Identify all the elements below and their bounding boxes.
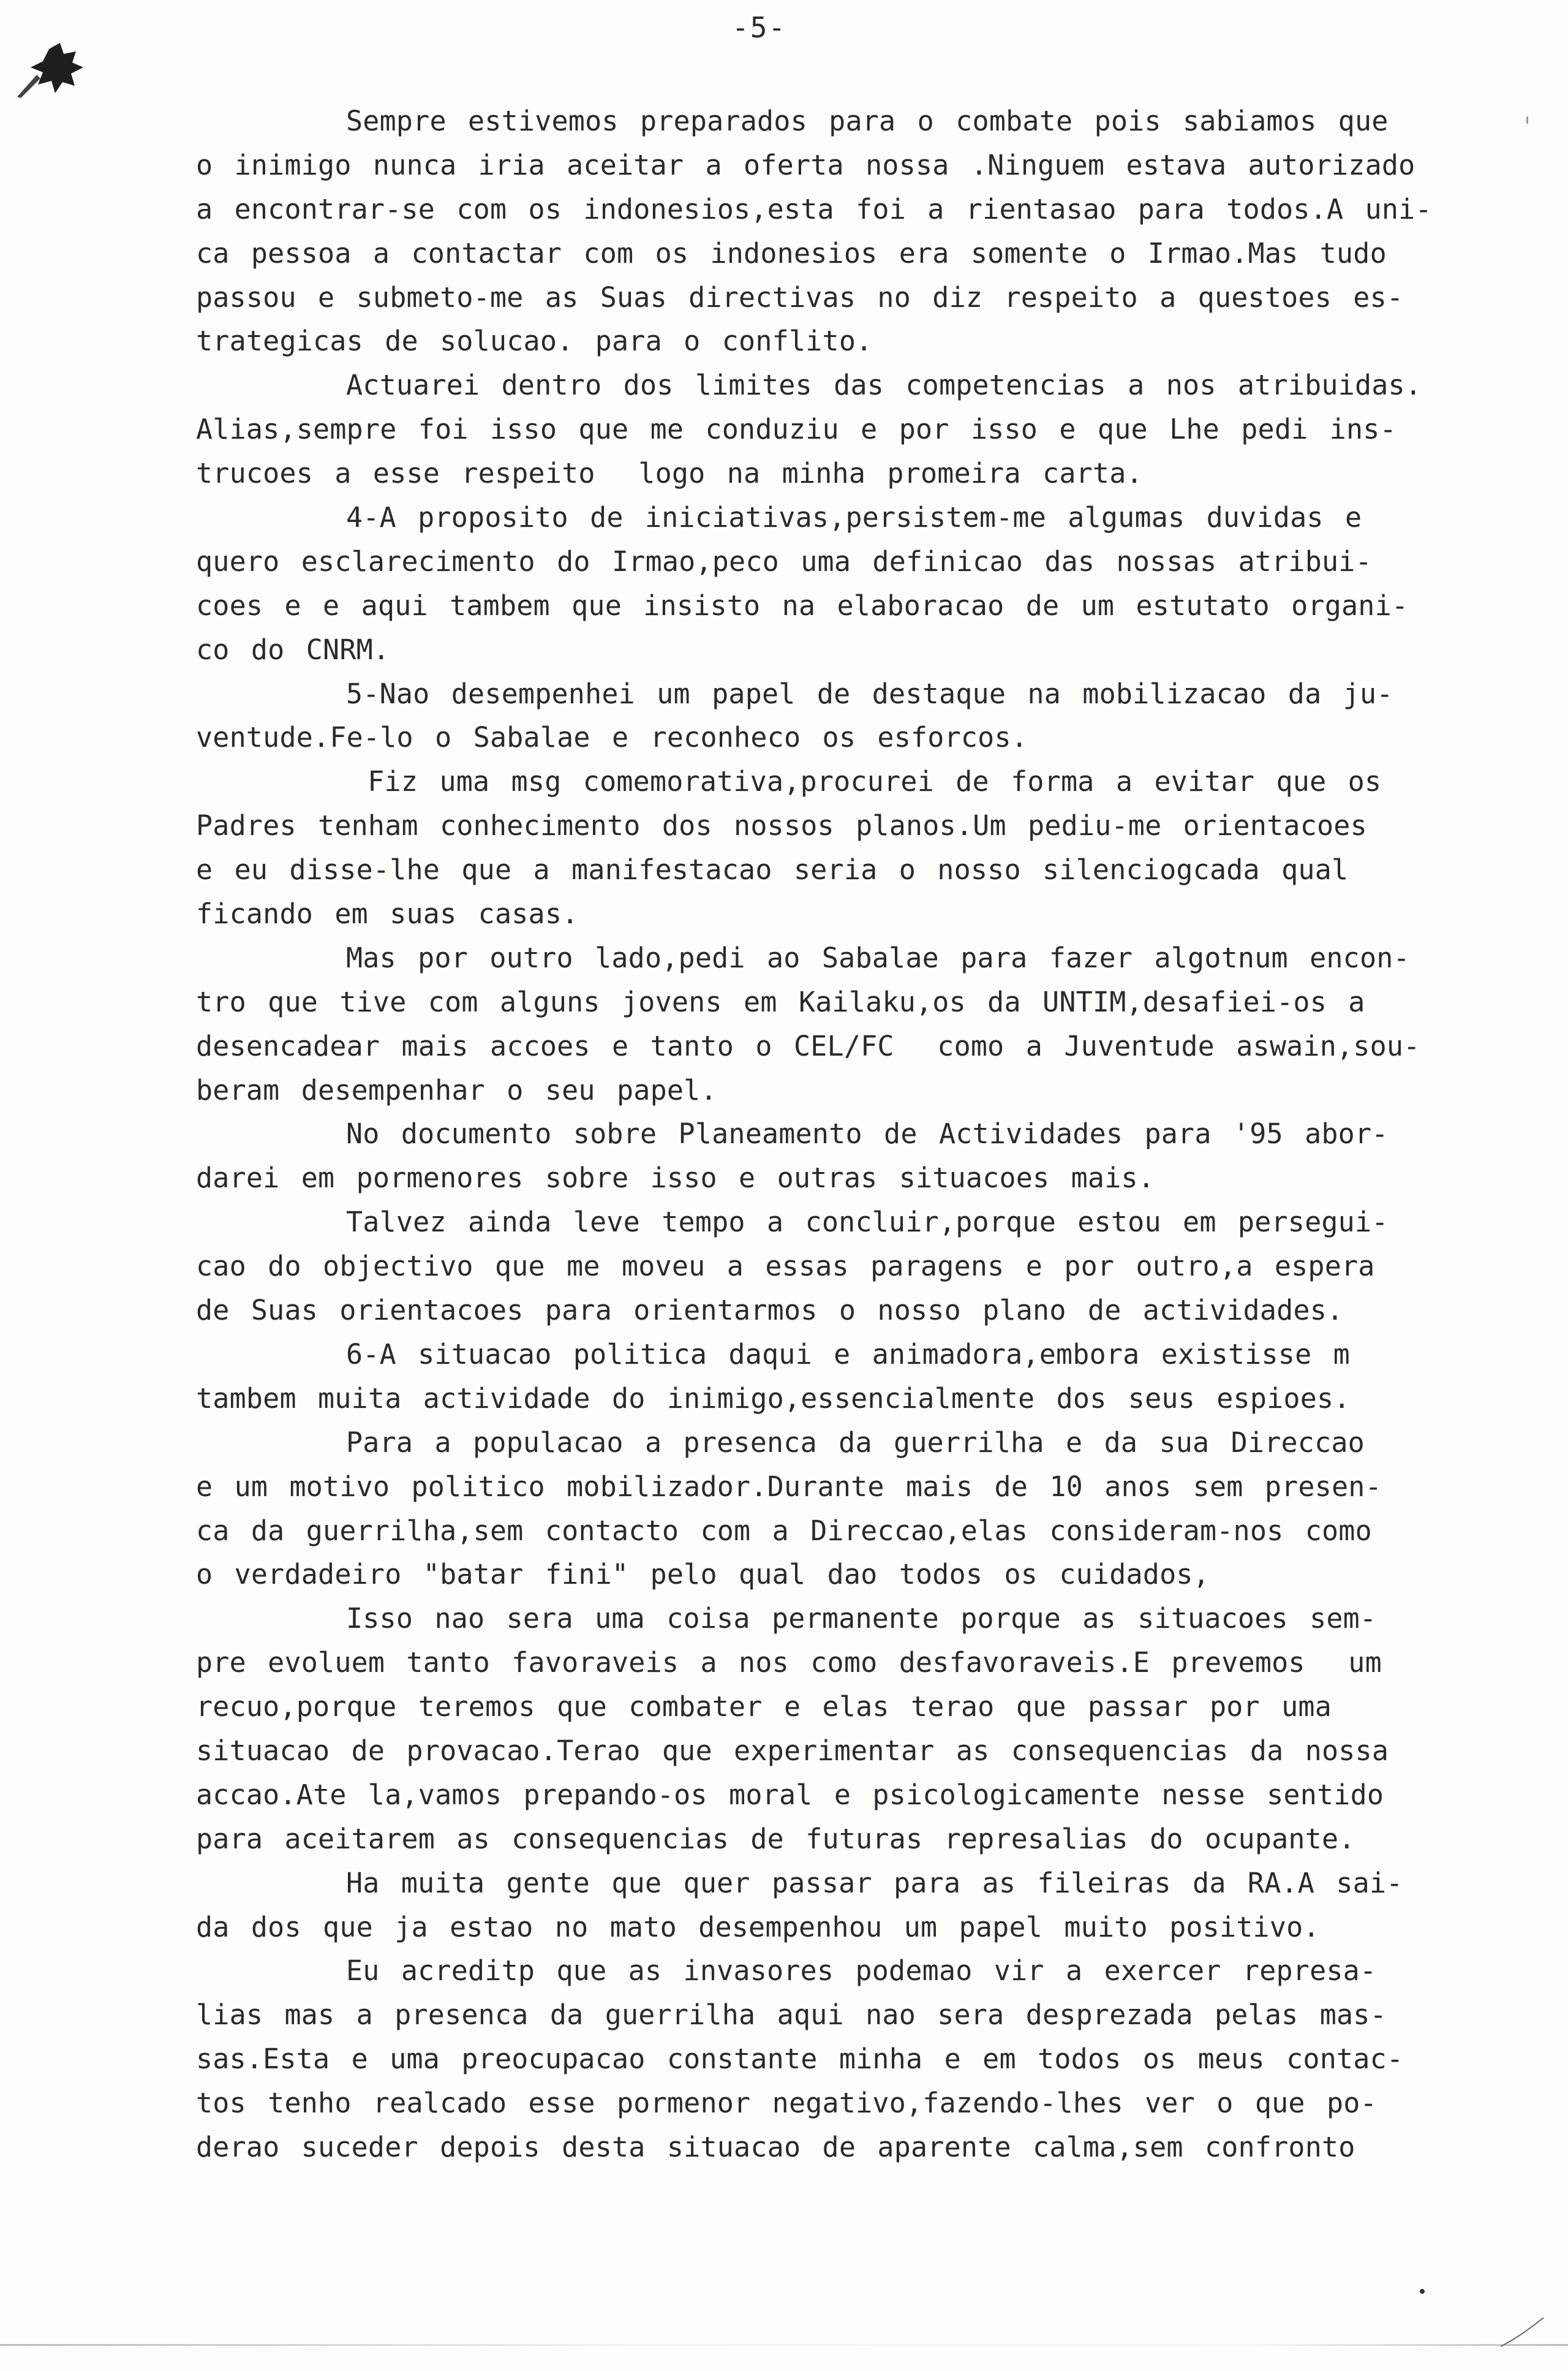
ink-blot-mark: [12, 25, 104, 116]
text-line: de Suas orientacoes para orientarmos o nosso plano de actividades.: [196, 1294, 1344, 1327]
text-line: o inimigo nunca iria aceitar a oferta nossa .Ninguem estava autorizado: [196, 148, 1415, 181]
text-line: 5-Nao desempenhei um papel de destaque na mobilizacao da ju-: [346, 677, 1393, 710]
text-line: pre evoluem tanto favoraveis a nos como desfavoraveis.E prevemos um: [196, 1646, 1382, 1679]
text-line: Fiz uma msg comemorativa,procurei de forma a evitar que os: [346, 765, 1382, 798]
text-line: cao do objectivo que me moveu a essas paragens e por outro,a espera: [196, 1250, 1375, 1283]
text-line: tambem muita actividade do inimigo,essencialmente dos seus espioes.: [196, 1382, 1351, 1415]
text-line: da dos que ja estao no mato desempenhou um papel muito positivo.: [196, 1910, 1320, 1943]
text-line: tos tenho realcado esse pormenor negativo,fazendo-lhes ver o que po-: [196, 2087, 1377, 2120]
text-line: Padres tenham conhecimento dos nossos planos.Um pediu-me orientacoes: [196, 809, 1367, 842]
text-line: recuo,porque teremos que combater e elas terao que passar por uma: [196, 1690, 1332, 1723]
text-line: ventude.Fe-lo o Sabalae e reconheco os esforcos.: [196, 721, 1028, 754]
text-line: tro que tive com alguns jovens em Kailaku,os da UNTIM,desafiei-os a: [196, 985, 1365, 1018]
text-line: quero esclarecimento do Irmao,peco uma definicao das nossas atribui-: [196, 545, 1372, 578]
text-line: No documento sobre Planeamento de Actividades para '95 abor-: [346, 1117, 1389, 1151]
text-line: sas.Esta e uma preocupacao constante minha e em todos os meus contac-: [196, 2043, 1404, 2076]
text-line: e eu disse-lhe que a manifestacao seria o nosso silenciogcada qual: [196, 853, 1349, 887]
text-line: ca pessoa a contactar com os indonesios era somente o Irmao.Mas tudo: [196, 236, 1387, 270]
text-line: Mas por outro lado,pedi ao Sabalae para fazer algotnum encon-: [346, 941, 1410, 974]
text-line: co do CNRM.: [196, 633, 390, 666]
page-number: -5-: [732, 11, 787, 44]
text-line: beram desempenhar o seu papel.: [196, 1073, 717, 1106]
text-line: Ha muita gente que quer passar para as fileiras da RA.A sai-: [346, 1866, 1403, 1899]
text-line: derao suceder depois desta situacao de aparente calma,sem confronto: [196, 2130, 1355, 2163]
text-line: coes e e aqui tambem que insisto na elaboracao de um estutato organi-: [196, 589, 1409, 622]
margin-mark: [1526, 116, 1528, 124]
ink-dot: [1420, 2289, 1425, 2294]
text-line: a encontrar-se com os indonesios,esta foi a rientasao para todos.A uni-: [196, 192, 1432, 225]
text-line: accao.Ate la,vamos prepando-os moral e psicologicamente nesse sentido: [196, 1778, 1384, 1811]
text-line: o verdadeiro "batar fini" pelo qual dao todos os cuidados,: [196, 1558, 1210, 1591]
text-line: e um motivo politico mobilizador.Durante mais de 10 anos sem presen-: [196, 1470, 1382, 1503]
text-line: ficando em suas casas.: [196, 898, 579, 931]
text-line: darei em pormenores sobre isso e outras situacoes mais.: [196, 1162, 1155, 1195]
text-line: Actuarei dentro dos limites das competencias a nos atribuidas.: [346, 369, 1422, 402]
text-line: passou e submeto-me as Suas directivas no diz respeito a questoes es-: [196, 281, 1404, 314]
text-line: situacao de provacao.Terao que experimentar as consequencias da nossa: [196, 1734, 1389, 1767]
text-line: trucoes a esse respeito logo na minha promeira carta.: [196, 457, 1143, 490]
page-bottom-edge: [0, 2344, 1568, 2346]
text-line: Isso nao sera uma coisa permanente porque as situacoes sem-: [346, 1602, 1377, 1635]
text-line: lias mas a presenca da guerrilha aqui nao sera desprezada pelas mas-: [196, 1999, 1387, 2032]
text-line: 6-A situacao politica daqui e animadora,embora existisse m: [346, 1337, 1350, 1371]
text-line: Sempre estivemos preparados para o combate pois sabiamos que: [346, 105, 1389, 137]
text-line: Alias,sempre foi isso que me conduziu e por isso e que Lhe pedi ins-: [196, 413, 1396, 446]
text-line: Para a populacao a presenca da guerrilha e da sua Direccao: [346, 1426, 1365, 1459]
text-line: trategicas de solucao. para o conflito.: [196, 325, 873, 358]
body-text: [196, 99, 1470, 2169]
text-line: desencadear mais accoes e tanto o CEL/FC como a Juventude aswain,sou-: [196, 1029, 1420, 1062]
text-line: para aceitarem as consequencias de futuras represalias do ocupante.: [196, 1822, 1355, 1855]
text-line: Eu acreditp que as invasores podemao vir a exercer represa-: [346, 1954, 1377, 1987]
text-line: Talvez ainda leve tempo a concluir,porque estou em persegui-: [346, 1206, 1389, 1239]
text-line: ca da guerrilha,sem contacto com a Direccao,elas consideram-nos como: [196, 1514, 1372, 1547]
text-line: 4-A proposito de iniciativas,persistem-me algumas duvidas e: [346, 501, 1362, 534]
